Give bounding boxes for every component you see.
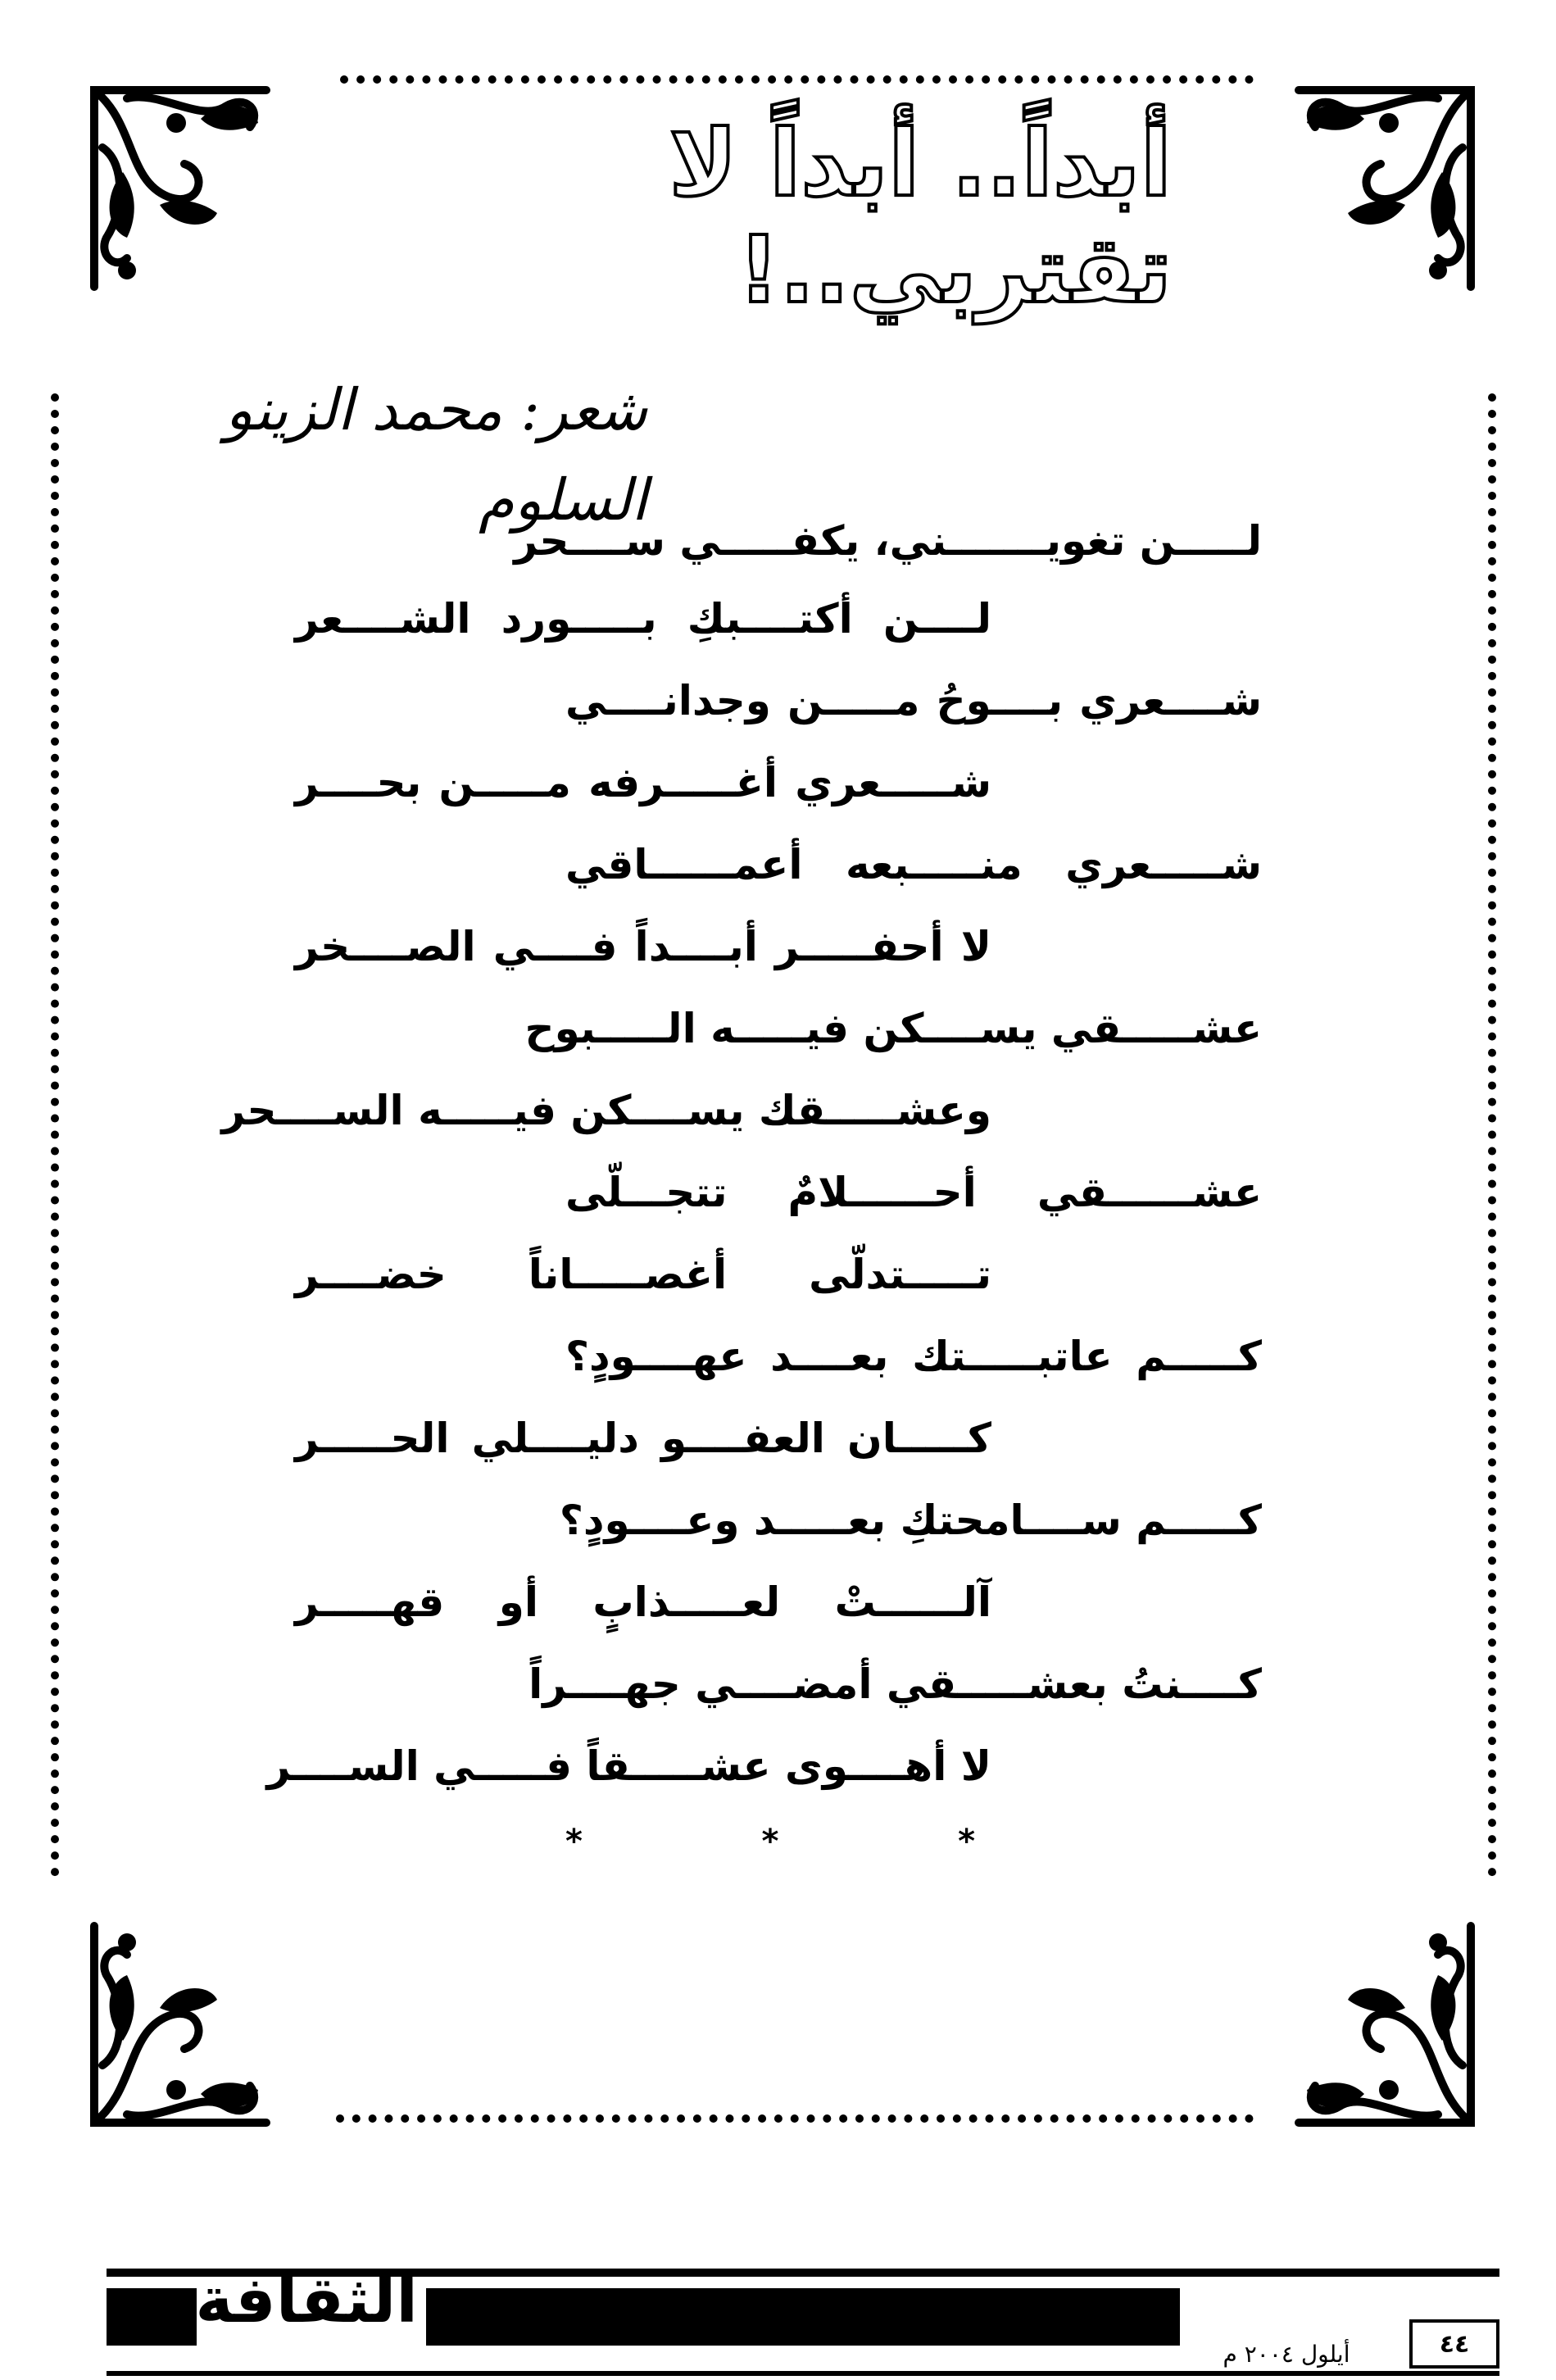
end-mark: * [761, 1823, 779, 1860]
verse-line: كـــــم ســــامحتكِ بعـــــد وعــــودٍ؟ [559, 1497, 1262, 1544]
verse-line: عشــــــقي أحــــــلامٌ تتجـــلّى [565, 1169, 1262, 1216]
page-number: ٤٤ [1409, 2319, 1499, 2369]
frame-bottom-dotted [336, 2114, 1254, 2123]
verse-line: لــــن أكتــــبكِ بـــــورد الشــــعر [295, 595, 991, 643]
corner-ornament-bottom-right-icon [1291, 1918, 1487, 2139]
frame-left-dotted [51, 393, 59, 1877]
corner-ornament-bottom-left-icon [78, 1918, 274, 2139]
end-mark: * [565, 1823, 583, 1860]
verse-line: كـــــم عاتبـــــتك بعــــد عهــــودٍ؟ [565, 1333, 1262, 1380]
verse-line: عشـــــقي يســــكن فيـــــه الـــــبوح [524, 1005, 1262, 1052]
verse-line: لا أهــــوى عشـــــقاً فـــــي الســــر [266, 1742, 991, 1790]
magazine-name: الثقافة [195, 2264, 418, 2337]
end-mark: * [958, 1823, 975, 1860]
verse-line: لـــــن تغويـــــــني، يكفـــــي ســــحر [514, 517, 1262, 565]
issue-date: أيلول ٢٠٠٤ م [1223, 2341, 1350, 2368]
verse-line: لا أحفـــــر أبــــداً فــــي الصــــخر [295, 923, 991, 970]
footer-block-left [107, 2288, 197, 2346]
verse-line: تـــــتدلّى أغصـــــاناً خضــــر [295, 1251, 991, 1298]
poem-title: أبداً.. أبداً لا تقتربي..! [669, 111, 1172, 324]
verse-line: كـــــان العفــــو دليــــلي الحـــــر [295, 1415, 991, 1462]
corner-ornament-top-right-icon [1291, 74, 1487, 295]
verse-line: شـــــعري أغـــــرفه مـــــن بحــــر [295, 759, 991, 806]
verse-line: وعشـــــقك يســــكن فيـــــه الســــحر [221, 1087, 991, 1134]
verse-line: آلــــــتْ لعـــــذابٍ أو قهـــــر [295, 1578, 991, 1626]
frame-right-dotted [1488, 393, 1496, 1877]
verse-line: كــــنتُ بعشـــــقي أمضــــي جهــــراً [528, 1660, 1262, 1708]
end-marks [565, 1813, 975, 1870]
author-line: شعر: محمد الزينو السلوم [225, 376, 647, 534]
footer-bar [426, 2288, 1180, 2346]
verse-line: شـــــعري منـــــبعه أعمــــــاقي [565, 841, 1262, 888]
verse-line: شــــعري بــــوحُ مـــــن وجدانــــي [565, 677, 1262, 724]
frame-top-dotted [340, 75, 1254, 84]
corner-ornament-top-left-icon [78, 74, 274, 295]
